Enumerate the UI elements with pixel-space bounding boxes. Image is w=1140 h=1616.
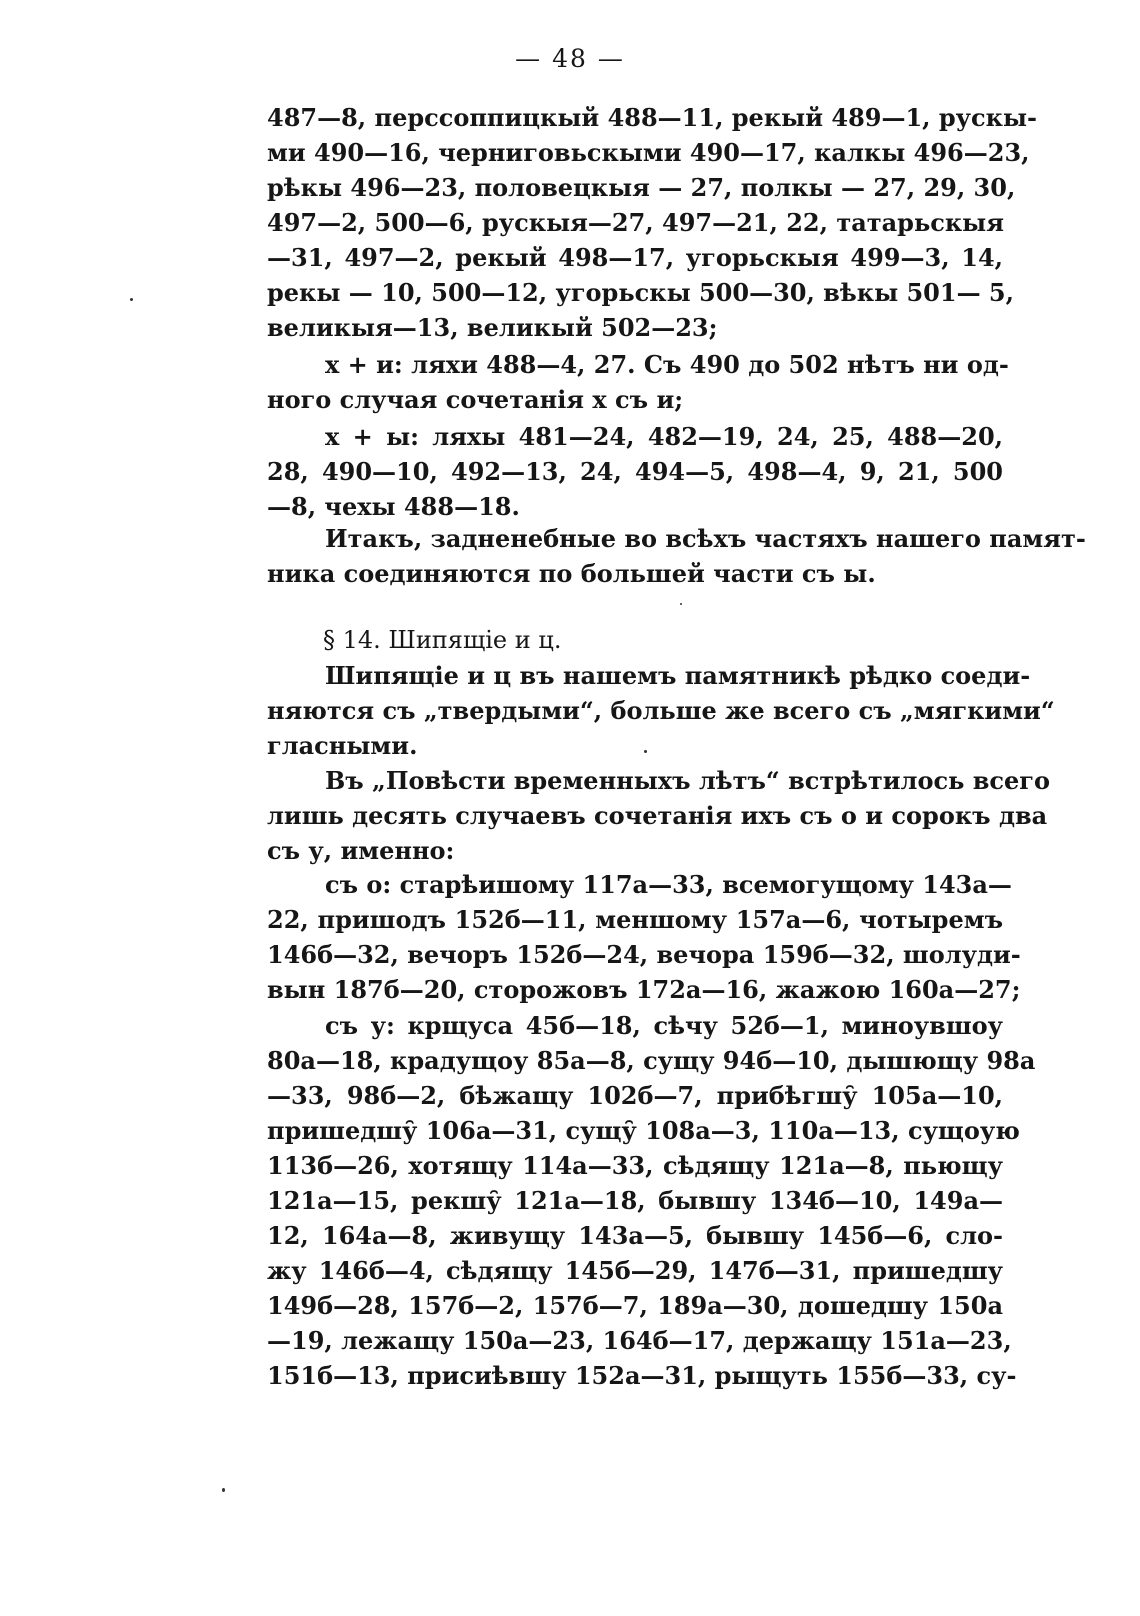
text-line: 149б—28, 157б—2, 157б—7, 189а—30, дошедшу 150а	[267, 1291, 1003, 1320]
text-line: 497—2, 500—6, рускыя—27, 497—21, 22, татарьскыя	[267, 208, 1004, 237]
text-line: съ у, именно:	[267, 836, 455, 865]
text-line: 121а—15, рекшу̑ 121а—18, бывшу 134б—10, 149а—	[267, 1186, 1003, 1215]
text-line: —19, лежащу 150а—23, 164б—17, держащу 151а—23,	[267, 1326, 1012, 1355]
text-line: 151б—13, присиѣвшу 152а—31, рыщуть 155б—33, су-	[267, 1361, 1017, 1390]
text-line: ного случая сочетанія х съ и;	[267, 385, 684, 414]
text-line: 12, 164а—8, живущу 143а—5, бывшу 145б—6, сло-	[267, 1221, 1003, 1250]
scan-speck	[644, 750, 647, 753]
text-line: лишь десять случаевъ сочетанія ихъ съ о и сорокъ два	[267, 801, 1048, 830]
text-line: вын 187б—20, сторожовъ 172а—16, жажою 160а—27;	[267, 975, 1021, 1004]
scan-speck	[680, 603, 682, 605]
text-line: гласными.	[267, 731, 418, 760]
text-line: рекы — 10, 500—12, угорьскы 500—30, вѣкы 501— 5,	[267, 278, 1014, 307]
text-line: съ у: крщуса 45б—18, сѣчу 52б—1, миноувшоу	[325, 1011, 1003, 1040]
scan-speck	[222, 1488, 225, 1492]
text-line: съ о: старѣишому 117а—33, всемогущому 143а—	[325, 870, 1012, 899]
text-line: пришедшу̑ 106а—31, сущу̑ 108а—3, 110а—13, сущоую	[267, 1116, 1020, 1145]
paragraph-kh-i	[267, 347, 1009, 417]
text-line: х + ы: ляхы 481—24, 482—19, 24, 25, 488—20,	[325, 422, 1003, 451]
text-line: жу 146б—4, сѣдящу 145б—29, 147б—31, пришедшу	[267, 1256, 1003, 1285]
text-line: х + и: ляхи 488—4, 27. Съ 490 до 502 нѣтъ ни од-	[325, 350, 1009, 379]
paragraph-kh-y	[267, 419, 1003, 524]
paragraph-with-o	[267, 867, 1021, 1007]
text-line: Шипящіе и ц въ нашемъ памятникѣ рѣдко соеди-	[325, 661, 1031, 690]
paragraph-with-u	[267, 1008, 1036, 1393]
text-line: 80а—18, крадущоу 85а—8, сущу 94б—10, дышющу 98а	[267, 1046, 1036, 1075]
text-line: ника соединяются по большей части съ ы.	[267, 559, 876, 588]
paragraph-povest	[267, 763, 1051, 868]
text-line: 113б—26, хотящу 114а—33, сѣдящу 121а—8, пьющу	[267, 1151, 1003, 1180]
text-line: 22, пришодъ 152б—11, меншому 157а—6, чотыремъ	[267, 905, 1003, 934]
text-line: рѣкы 496—23, половецкыя — 27, полкы — 27, 29, 30,	[267, 173, 1016, 202]
text-line: 487—8, перссоппицкый 488—11, рекый 489—1, рускы-	[267, 103, 1037, 132]
section-heading: § 14. Шипящіе и ц.	[323, 626, 562, 654]
text-line: —8, чехы 488—18.	[267, 492, 520, 521]
text-line: —33, 98б—2, бѣжащу 102б—7, прибѣгшу̑ 105а—10,	[267, 1081, 1003, 1110]
text-line: ми 490—16, черниговьскыми 490—17, калкы 496—23,	[267, 138, 1030, 167]
text-line: няются съ „твердыми“, больше же всего съ „мягкими“	[267, 696, 1055, 725]
text-line: —31, 497—2, рекый 498—17, угорьскыя 499—3, 14,	[267, 243, 1003, 272]
text-line: 28, 490—10, 492—13, 24, 494—5, 498—4, 9, 21, 500	[267, 457, 1003, 486]
text-line: Въ „Повѣсти временныхъ лѣтъ“ встрѣтилось всего	[325, 766, 1051, 795]
paragraph-intro	[267, 658, 1055, 763]
scan-speck	[130, 298, 133, 301]
text-line: Итакъ, задненебные во всѣхъ частяхъ нашего памят-	[325, 524, 1086, 553]
paragraph-conclusion	[267, 521, 1086, 591]
text-line: великыя—13, великый 502—23;	[267, 313, 718, 342]
page-number: — 48 —	[515, 44, 625, 73]
paragraph-continuation	[267, 100, 1037, 345]
text-line: 146б—32, вечоръ 152б—24, вечора 159б—32, шолуди-	[267, 940, 1021, 969]
